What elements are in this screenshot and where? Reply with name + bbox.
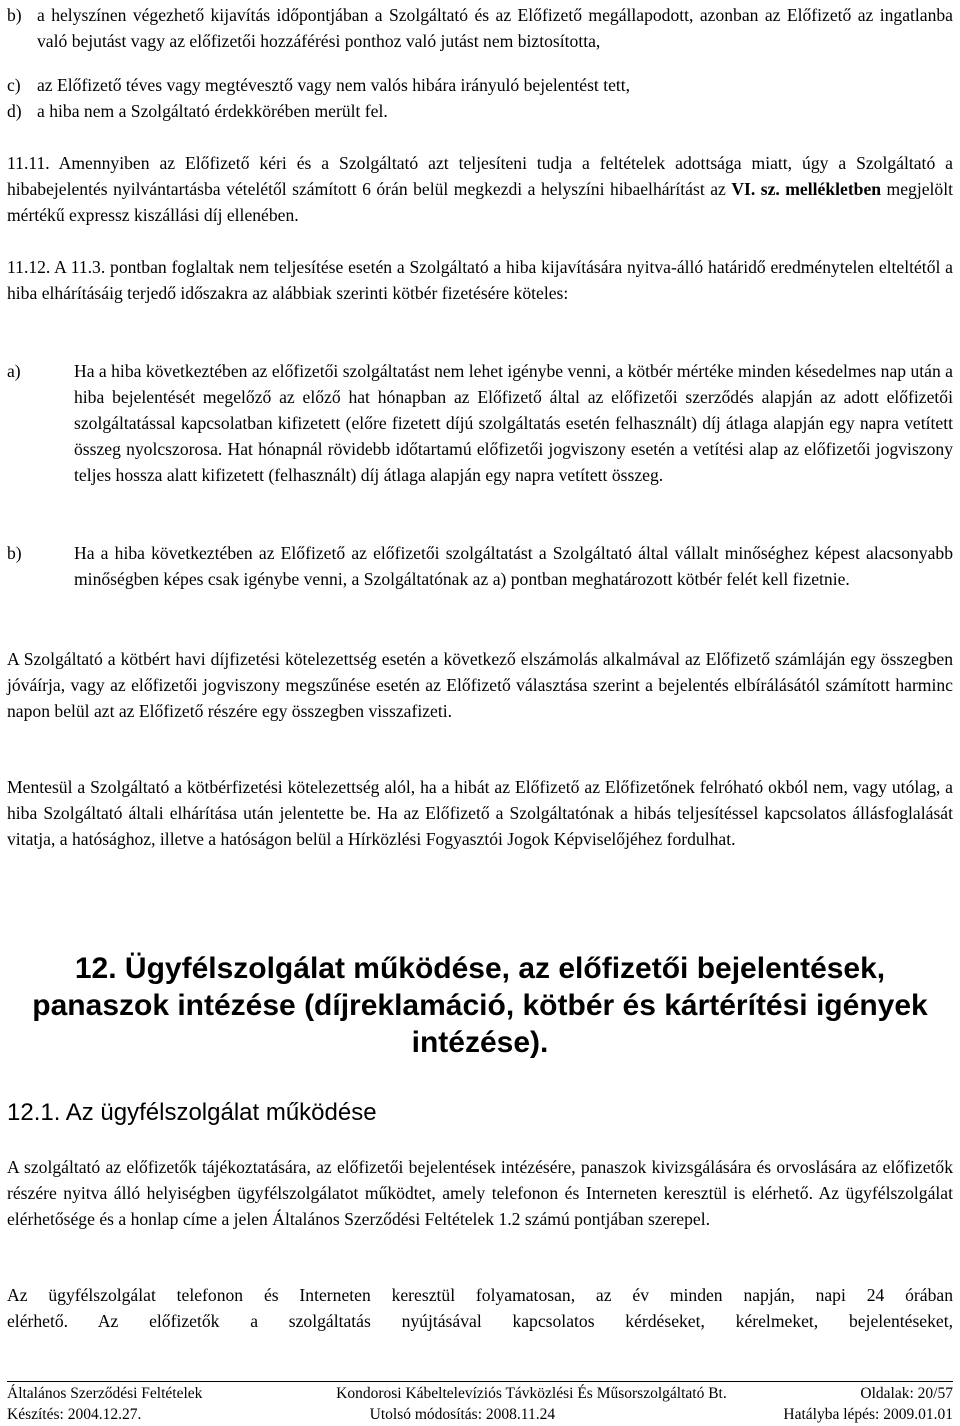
footer-doc-title: Általános Szerződési Feltételek <box>7 1385 203 1402</box>
list-text: a hiba nem a Szolgáltató érdekkörében merült fel. <box>37 101 388 121</box>
footer-pages: Oldalak: 20/57 <box>860 1385 953 1402</box>
list-item-d <box>7 98 953 124</box>
penalty-item-b <box>7 540 953 592</box>
list-label: c) <box>7 75 21 95</box>
heading-line: intézése). <box>411 1026 549 1059</box>
footer-row-2 <box>7 1405 953 1425</box>
section-heading-12-1: 12.1. Az ügyfélszolgálat működése <box>7 1099 377 1126</box>
heading-line: 12. Ügyfélszolgálat működése, az előfizetői bejelentések, <box>74 952 886 985</box>
paragraph-12-1-b-line1: Az ügyfélszolgálat telefonon és Interneten keresztül folyamatosan, az év minden napján, napi 24 órában <box>7 1285 953 1305</box>
footer-divider <box>7 1381 953 1382</box>
footer-row-1 <box>7 1384 953 1404</box>
heading-line: panaszok intézése (díjreklamáció, kötbér és kártérítési igények <box>32 989 928 1022</box>
list-item-c <box>7 72 953 98</box>
footer-modified: Utolsó módosítás: 2008.11.24 <box>369 1406 556 1423</box>
footer-created: Készítés: 2004.12.27. <box>7 1406 142 1423</box>
paragraph-11-11 <box>7 150 953 228</box>
list-label: a) <box>7 361 21 381</box>
paragraph-kotber: A Szolgáltató a kötbért havi díjfizetési kötelezettség esetén a következő elszámolás alkalmával az Előfizető számláján egy összegben jóváírja, vagy az előfizetői jogviszony megszűnése esetén az Előfizető választása szerint a bejelentés elbírálásától számított harminc napon belül azt az Előfizető részére egy összegben visszafizeti. <box>7 649 953 721</box>
paragraph-11-12: 11.12. A 11.3. pontban foglaltak nem teljesítése esetén a Szolgáltató a hiba kijavítására nyitva-álló határidő eredménytelen elteltétől a hiba elhárításáig terjedő időszakra az alábbiak szerinti kötbér fizetésére köteles: <box>7 257 953 303</box>
list-label: b) <box>7 543 22 563</box>
list-label: d) <box>7 101 22 121</box>
paragraph-12-1-a: A szolgáltató az előfizetők tájékoztatására, az előfizetői bejelentések intézésére, panaszok kivizsgálására és orvoslására az előfizetők részére nyitva álló helyiségben ügyfélszolgálatot működtet, amely telefonon és Interneten keresztül is elérhető. Az ügyfélszolgálat elérhetősége és a honlap címe a jelen Általános Szerződési Feltételek 1.2 számú pontjában szerepel. <box>7 1157 953 1229</box>
section-heading-12 <box>0 950 960 1061</box>
penalty-item-a <box>7 358 953 488</box>
footer-company: Kondorosi Kábeltelevíziós Távközlési És Műsorszolgáltató Bt. <box>336 1385 727 1402</box>
footer-effective: Hatályba lépés: 2009.01.01 <box>783 1406 953 1423</box>
annex-reference: VI. sz. mellékletben <box>731 179 882 199</box>
paragraph-12-1-b-line2: elérhető. Az előfizetők a szolgáltatás nyújtásával kapcsolatos kérdéseket, kérelmeket, bejelentéseket, <box>7 1311 953 1331</box>
paragraph-mentesul: Mentesül a Szolgáltató a kötbérfizetési kötelezettség alól, ha a hibát az Előfizető az Előfizetőnek felróható okból nem, vagy utólag, a hiba Szolgáltató általi elhárítása után jelentette be. Ha az Előfizető a Szolgáltatónak a hibás teljesítéssel kapcsolatos állásfoglalását vitatja, a hatósághoz, illetve a hatóságon belül a Hírközlési Fogyasztói Jogok Képviselőjéhez fordulhat. <box>7 777 953 849</box>
paragraph-text: megjelölt mértékű expressz kiszállási díj ellenében. <box>7 179 953 225</box>
paragraph-text: 11.11. Amennyiben az Előfizető kéri és a Szolgáltató azt teljesíteni tudja a feltételek adottsága miatt, úgy a Szolgáltató a hibabejelentés nyilvántartásba vételétől számított 6 órán belül megkezdi a helyszíni hibaelhárítást az <box>7 153 953 199</box>
list-text: Ha a hiba következtében az előfizetői szolgáltatást nem lehet igénybe venni, a kötbér mértéke minden késedelmes nap után a hiba bejelentését megelőző az előző hat hónapban az Előfizető által az előfizetői szerződés alapján az adott előfizetői szolgáltatással kapcsolatban kifizetett (előre fizetett díjú szolgáltatás esetén felhasznált) díj átlaga alapján egy napra vetített összeg nyolcszorosa. Hat hónapnál rövidebb időtartamú előfizetői jogviszony esetén a vetítési alap az előfizetői jogviszony teljes hossza alatt kifizetett (felhasznált) díj átlaga alapján egy napra vetített összeg. <box>74 361 953 485</box>
list-text: a helyszínen végezhető kijavítás időpontjában a Szolgáltató és az Előfizető megállapodott, azonban az Előfizető az ingatlanba való bejutást vagy az előfizetői hozzáférési ponthoz való jutást nem biztosította, <box>37 5 953 51</box>
list-item-b <box>7 2 953 54</box>
list-label: b) <box>7 5 22 25</box>
list-text: Ha a hiba következtében az Előfizető az előfizetői szolgáltatást a Szolgáltató által vállalt minőséghez képest alacsonyabb minőségben képes csak igénybe venni, a Szolgáltatónak az a) pontban meghatározott kötbér felét kell fizetnie. <box>74 543 953 589</box>
list-text: az Előfizető téves vagy megtévesztő vagy nem valós hibára irányuló bejelentést tett, <box>37 75 631 95</box>
